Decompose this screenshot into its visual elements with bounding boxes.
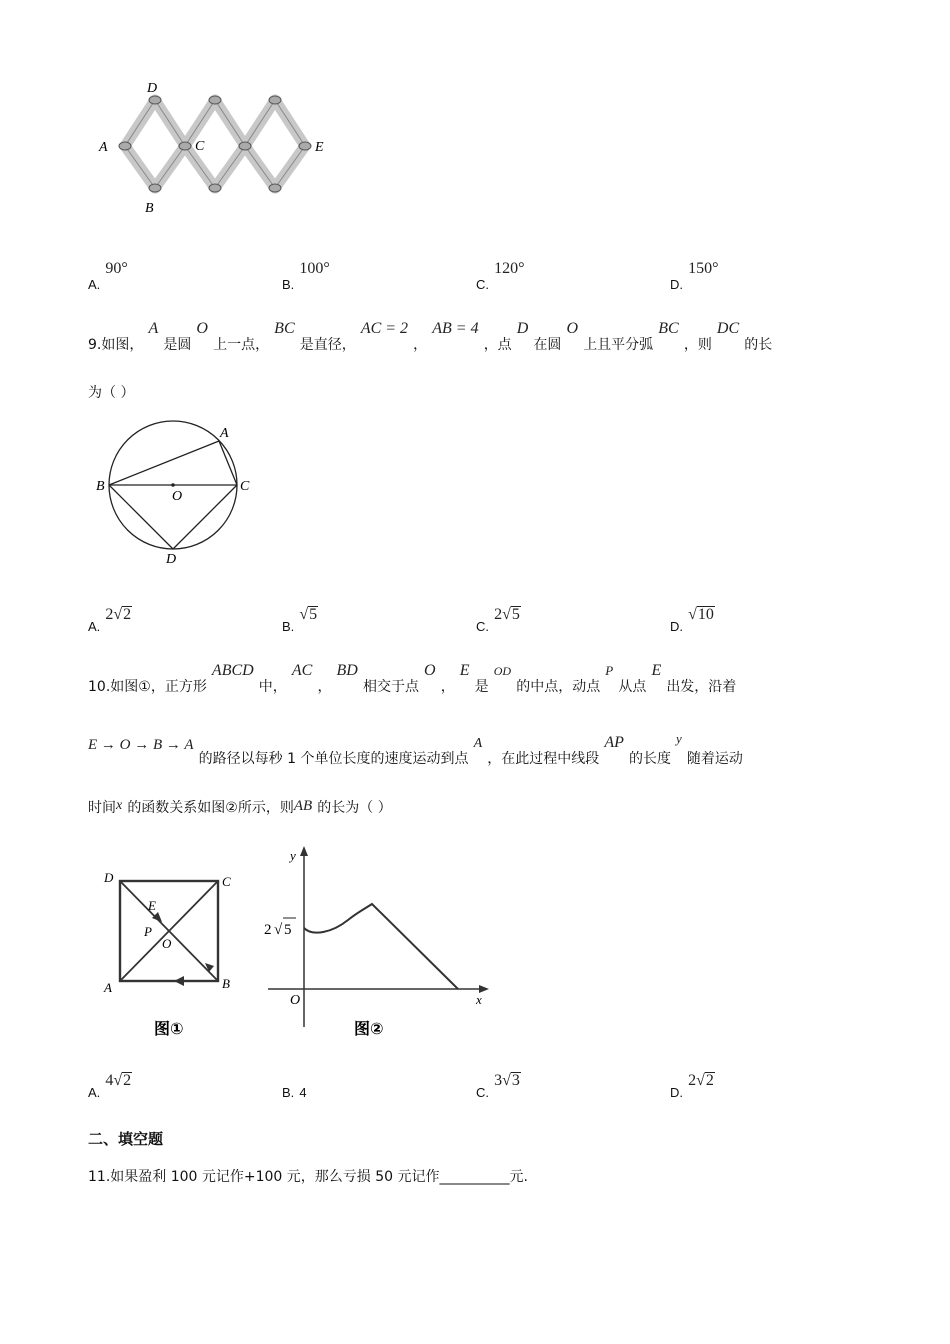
svg-text:P: P: [144, 924, 152, 939]
svg-text:图①: 图①: [154, 1019, 184, 1038]
svg-text:√: √: [274, 922, 283, 938]
q11-answer-blank[interactable]: __________: [439, 1169, 510, 1185]
q10-option-b[interactable]: B. 4: [282, 1085, 307, 1100]
q9-question-line2: 为（ ）: [88, 385, 135, 401]
q10-question-line1: 10.如图①，正方形 ABCD 中， AC ， BD 相交于点 O ， E 是 OD 的中点，动点 P 从点 E 出发，沿着: [88, 662, 737, 695]
svg-text:5: 5: [284, 922, 292, 938]
q11-question: 11.如果盈利 100 元记作+100 元，那么亏损 50 元记作__________元.: [88, 1169, 528, 1185]
label-A: A: [99, 140, 108, 155]
q9-circle-figure: [92, 420, 262, 570]
svg-text:图②: 图②: [354, 1019, 384, 1038]
lattice-figure: [95, 78, 345, 218]
svg-text:E: E: [148, 898, 156, 913]
q10-option-d[interactable]: $_{D.}$ 2√2: [670, 1072, 714, 1100]
svg-text:O: O: [162, 936, 172, 951]
q10-graph-figure: [258, 842, 498, 1047]
svg-text:C: C: [240, 479, 250, 494]
svg-text:D: D: [104, 870, 114, 885]
q8-option-d[interactable]: $_{D.}$ 150°: [670, 260, 719, 292]
q10-question-line2: E → O → B → A 的路径以每秒 1 个单位长度的速度运动到点 A ，在此过程中线段 AP 的长度 $^y$ 随着运动: [88, 731, 743, 767]
svg-text:B: B: [222, 976, 230, 991]
svg-text:x: x: [476, 992, 482, 1007]
svg-text:A: A: [220, 426, 229, 441]
svg-text:B: B: [96, 479, 105, 494]
svg-text:C: C: [222, 874, 231, 889]
q9-question: 9.如图， A 是圆 O 上一点， BC 是直径， AC = 2 ， AB = 4 ，点 D 在圆 O 上且平分弧 BC ，则 DC 的长: [88, 320, 773, 353]
section-heading: 二、填空题: [88, 1130, 164, 1148]
q10-question-line3: 时间x 的函数关系如图②所示，则AB 的长为（ ）: [88, 798, 392, 816]
svg-text:O: O: [172, 489, 183, 504]
lattice-bars: [125, 100, 305, 188]
q10-square-figure: [98, 864, 248, 1044]
label-C: C: [195, 139, 205, 154]
svg-text:D: D: [166, 552, 177, 567]
svg-text:2: 2: [264, 922, 272, 938]
q9-option-a[interactable]: $_{A.}$ 2√2: [88, 606, 132, 634]
svg-text:y: y: [290, 848, 296, 863]
svg-text:O: O: [290, 993, 301, 1008]
q8-option-a[interactable]: $_{A.}$ 90°: [88, 260, 128, 292]
q9-option-d[interactable]: $_{D.}$ √10: [670, 606, 714, 634]
svg-text:A: A: [104, 980, 112, 995]
label-B: B: [145, 201, 154, 216]
label-D: D: [147, 81, 158, 96]
q10-option-a[interactable]: $_{A.}$ 4√2: [88, 1072, 132, 1100]
q9-option-c[interactable]: $_{C.}$ 2√5: [476, 606, 520, 634]
q9-option-b[interactable]: $_{B.}$ √5: [282, 606, 318, 634]
q10-option-c[interactable]: $_{C.}$ 3√3: [476, 1072, 520, 1100]
label-E: E: [315, 140, 324, 155]
q8-option-c[interactable]: $_{C.}$ 120°: [476, 260, 525, 292]
q8-option-b[interactable]: $_{B.}$ 100°: [282, 260, 330, 292]
